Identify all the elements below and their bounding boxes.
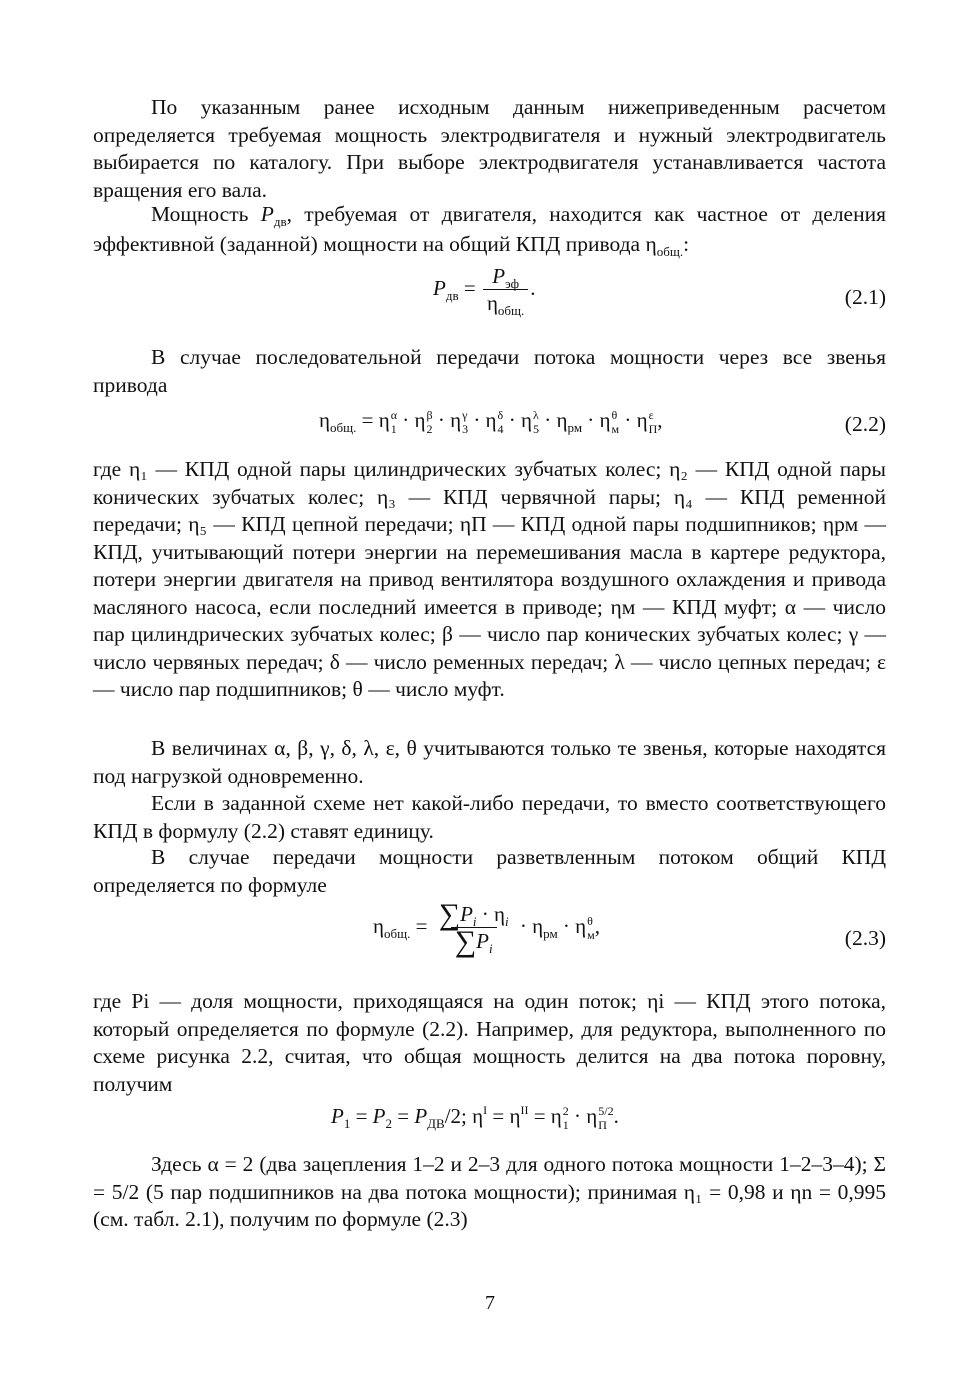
equation-number: (2.3) <box>844 926 886 950</box>
paragraph-intro: По указанным ранее исходным данным нижеприведенным расчетом определяется требуемая мощность электродвигателя и нужный электродвигатель выбирается по каталогу. При выборе электродвигателя устанавливается частота вращения его вала. <box>93 95 886 202</box>
equation-2-1-body: $P_{дв}$ = $\frac{P_{эф}}{\eta_{общ.}}$ . <box>433 264 536 318</box>
paragraph-legend: где η₁ — КПД одной пары цилиндрических зубчатых колес; η₂ — КПД одной пары конических зубчатых колес; η₃ — КПД червячной пары; η₄ — КПД ременной передачи; η₅ — КПД цепной передачи; ηП — КПД одной пары подшипников; ηрм — КПД, учитывающий потери энергии на перемешивания масла в картере редуктора, потери энергии двигателя на привод вентилятора воздушного охлаждения и привода масляного насоса, если последний имеется в приводе; ηм — КПД муфт; α — число пар цилиндрических зубчатых колес; β — число пар конических зубчатых колес; γ — число червяных передач; δ — число ременных передач; λ — число цепных передач; ε — число пар подшипников; θ — число муфт. <box>93 457 886 701</box>
paragraph-branch-example: где Pi — доля мощности, приходящаяся на один поток; ηi — КПД этого потока, который определяется по формуле (2.2). Например, для редуктора, выполненного по схеме рисунка 2.2, считая, что общая мощность делится на два потока поровну, получим <box>93 989 886 1096</box>
equation-example <box>93 1100 886 1140</box>
paragraph-branched: В случае передачи мощности разветвленным потоком общий КПД определяется по формуле <box>93 845 886 897</box>
paragraph-missing-transmission: Если в заданной схеме нет какой-либо передачи, то вместо соответствующего КПД в формулу (2.2) ставят единицу. <box>93 791 886 843</box>
paragraph-sequential: В случае последовательной передачи потока мощности через все звенья привода <box>93 345 886 397</box>
equation-2-3-body: $\eta_{общ.}$ = $\frac{\sum P_i \cdot \eta_i}{\sum P_i}$ · $\eta_{рм} \cdot \eta$ θ м , <box>373 898 600 958</box>
equation-2-1 <box>93 266 886 326</box>
fraction: $\frac{P_{эф}}{\eta_{общ.}}$ <box>483 266 528 314</box>
equation-number: (2.2) <box>844 412 886 436</box>
paragraph-power-definition: Мощность $P_{дв}$, требуемая от двигателя, находится как частное от деления эффективной (заданной) мощности на общий КПД привода $\eta_{общ.}$: <box>93 202 886 259</box>
equation-number: (2.1) <box>844 285 886 309</box>
equation-2-2-body: $\eta_{общ.} = \eta$ α 1 · η β 2 · η γ 3 · η δ 4 · η λ 5 · $\eta_{рм} \cdot \eta$ θ м · η ε П , <box>319 408 663 437</box>
fraction: $\frac{\sum P_i \cdot \eta_i}{\sum P_i}$ <box>438 898 509 958</box>
equation-example-body: $P_1 = P_2 = P_{ДВ}/2$; $\eta^I = \eta^{II} = \eta$ 2 1 · η 5/2 П . <box>331 1103 619 1133</box>
page-number: 7 <box>485 1292 495 1314</box>
equation-2-3 <box>93 898 886 962</box>
paragraph-calculation: Здесь α = 2 (два зацепления 1–2 и 2–3 для одного потока мощности 1–2–3–4); Σ = 5/2 (5 пар подшипников на два потока мощности); принимая η₁ = 0,98 и ηn = 0,995 (см. табл. 2.1), получим по формуле (2.3) <box>93 1152 886 1231</box>
paragraph-load: В величинах α, β, γ, δ, λ, ε, θ учитываются только те звенья, которые находятся под нагрузкой одновременно. <box>93 736 886 788</box>
